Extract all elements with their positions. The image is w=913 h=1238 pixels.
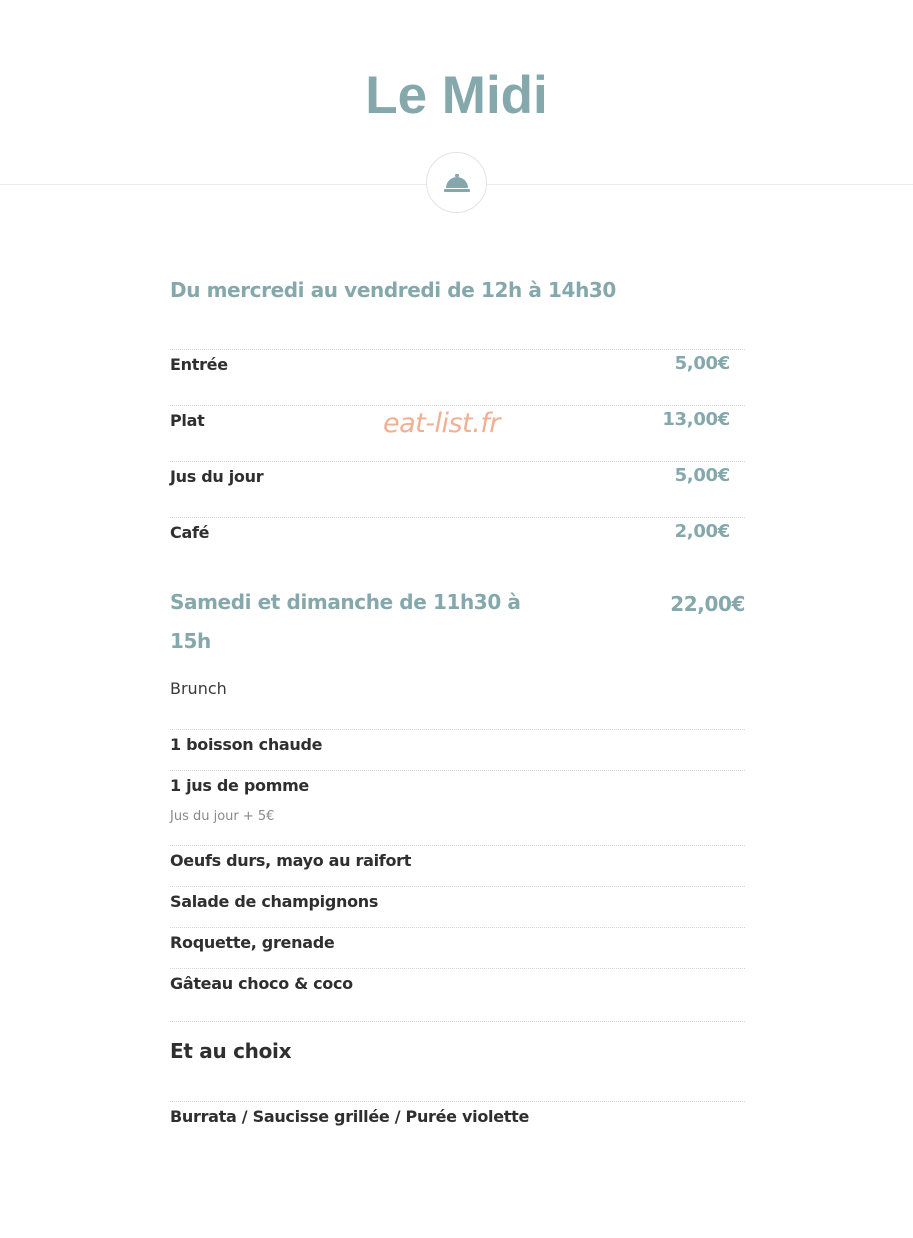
serving-cloche-icon [444,171,470,195]
watermark: eat-list.fr [383,408,500,439]
row-divider [170,1101,745,1102]
row-divider [170,770,745,771]
menu-item-price: 5,00€ [674,465,730,486]
row-divider [170,1021,745,1022]
brunch-label: Brunch [170,679,227,698]
brunch-item: 1 boisson chaude [170,735,323,754]
row-divider [170,349,745,350]
header-icon-badge [426,152,487,213]
row-divider [170,886,745,887]
menu-item-name: Entrée [170,355,228,374]
row-divider [170,845,745,846]
brunch-item: Gâteau choco & coco [170,974,353,993]
menu-item-price: 13,00€ [662,409,730,430]
row-divider [170,729,745,730]
brunch-item: Oeufs durs, mayo au raifort [170,851,412,870]
menu-item-price: 2,00€ [674,521,730,542]
row-divider [170,968,745,969]
row-divider [170,405,745,406]
menu-item-name: Plat [170,411,205,430]
choice-item: Burrata / Saucisse grillée / Purée violette [170,1107,529,1126]
weekday-section-title: Du mercredi au vendredi de 12h à 14h30 [170,278,616,302]
menu-item-name: Café [170,523,210,542]
weekend-section-title: Samedi et dimanche de 11h30 à [170,590,521,614]
brunch-item-description: Jus du jour + 5€ [170,809,275,824]
row-divider [170,461,745,462]
brunch-item: Salade de champignons [170,892,379,911]
row-divider [170,517,745,518]
row-divider [170,927,745,928]
menu-item-name: Jus du jour [170,467,264,486]
menu-item-price: 5,00€ [674,353,730,374]
weekend-price: 22,00€ [670,592,745,616]
weekend-section-title-cont: 15h [170,629,211,653]
brunch-item: 1 jus de pomme [170,776,309,795]
brunch-item: Roquette, grenade [170,933,335,952]
page-title: Le Midi [365,66,548,125]
choice-heading: Et au choix [170,1039,292,1063]
